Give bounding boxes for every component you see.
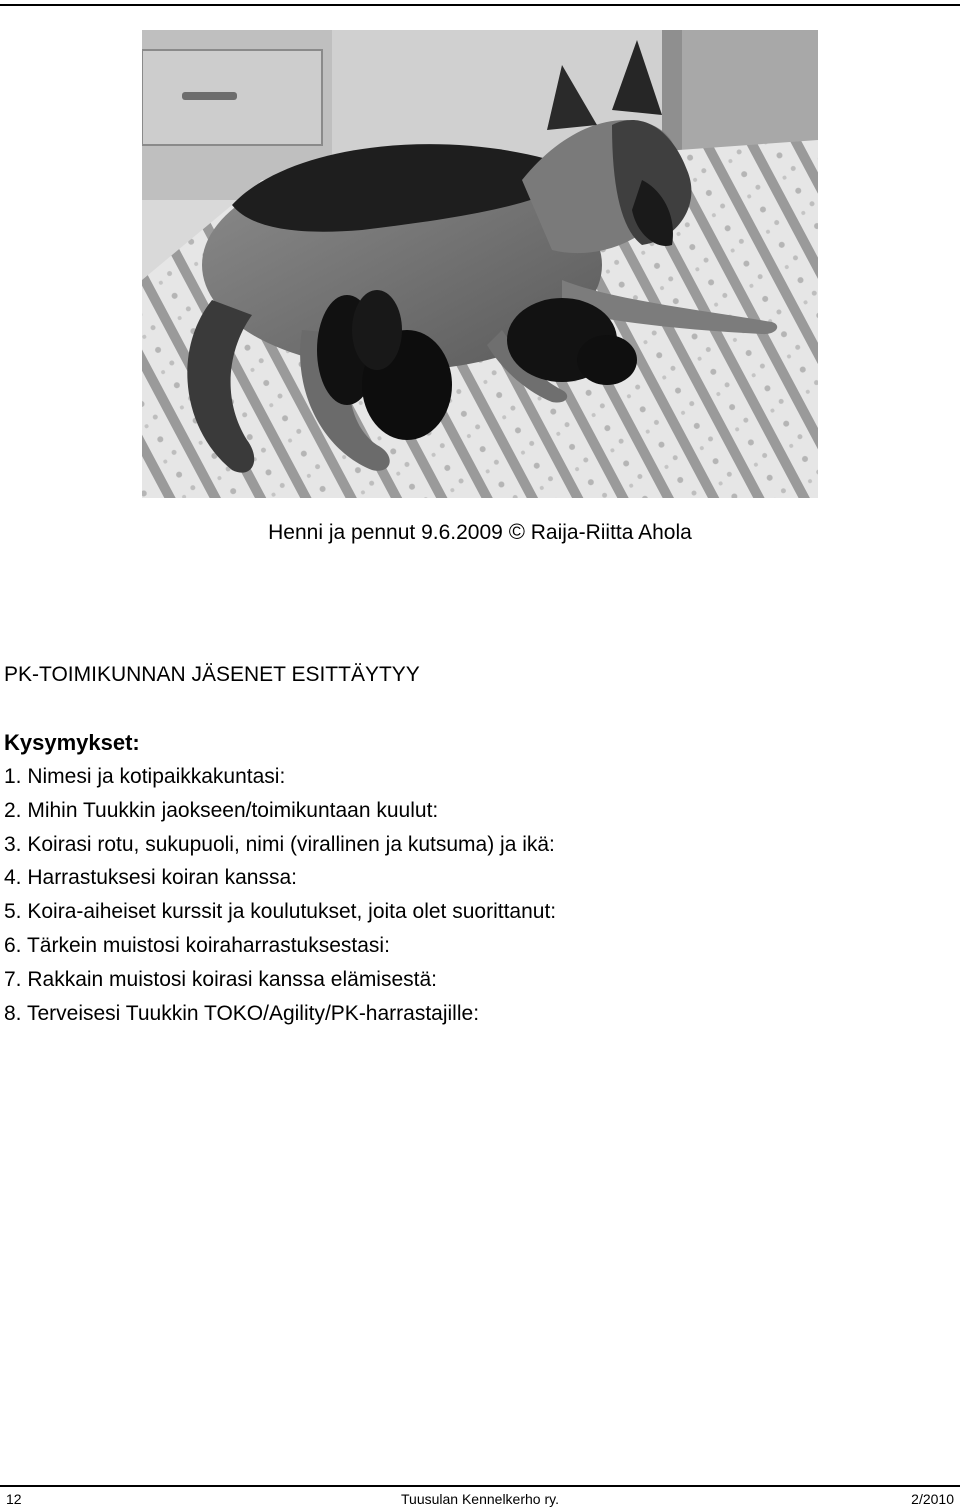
footer-rule	[0, 1485, 960, 1487]
caption-text: Henni ja pennut 9.6.2009	[268, 521, 503, 544]
question-item: 5. Koira-aiheiset kurssit ja koulutukset, joita olet suorittanut:	[4, 900, 557, 924]
caption-author: Raija-Riitta Ahola	[530, 521, 692, 544]
question-item: 7. Rakkain muistosi koirasi kanssa elämisestä:	[4, 967, 438, 991]
question-item: 3. Koirasi rotu, sukupuoli, nimi (virallinen ja kutsuma) ja ikä:	[4, 832, 555, 856]
question-item: 6. Tärkein muistosi koiraharrastuksestasi:	[4, 933, 390, 957]
photo-caption	[0, 519, 960, 546]
question-item: 8. Terveisesi Tuukkin TOKO/Agility/PK-harrastajille:	[4, 1001, 480, 1025]
questions-heading: Kysymykset:	[4, 730, 140, 755]
footer-page-number: 12	[6, 1491, 22, 1507]
footer-issue: 2/2010	[911, 1491, 954, 1507]
section-title: PK-TOIMIKUNNAN JÄSENET ESITTÄYTYY	[4, 663, 420, 686]
question-item: 1. Nimesi ja kotipaikkakuntasi:	[4, 765, 286, 788]
question-list	[4, 760, 556, 1030]
question-item: 4. Harrastuksesi koiran kanssa:	[4, 866, 297, 890]
copyright-symbol: ©	[508, 519, 525, 544]
footer-publisher: Tuusulan Kennelkerho ry.	[401, 1491, 559, 1507]
top-rule	[0, 4, 960, 6]
dog-with-puppies-photo	[142, 30, 818, 498]
question-item: 2. Mihin Tuukkin jaokseen/toimikuntaan kuulut:	[4, 798, 439, 822]
